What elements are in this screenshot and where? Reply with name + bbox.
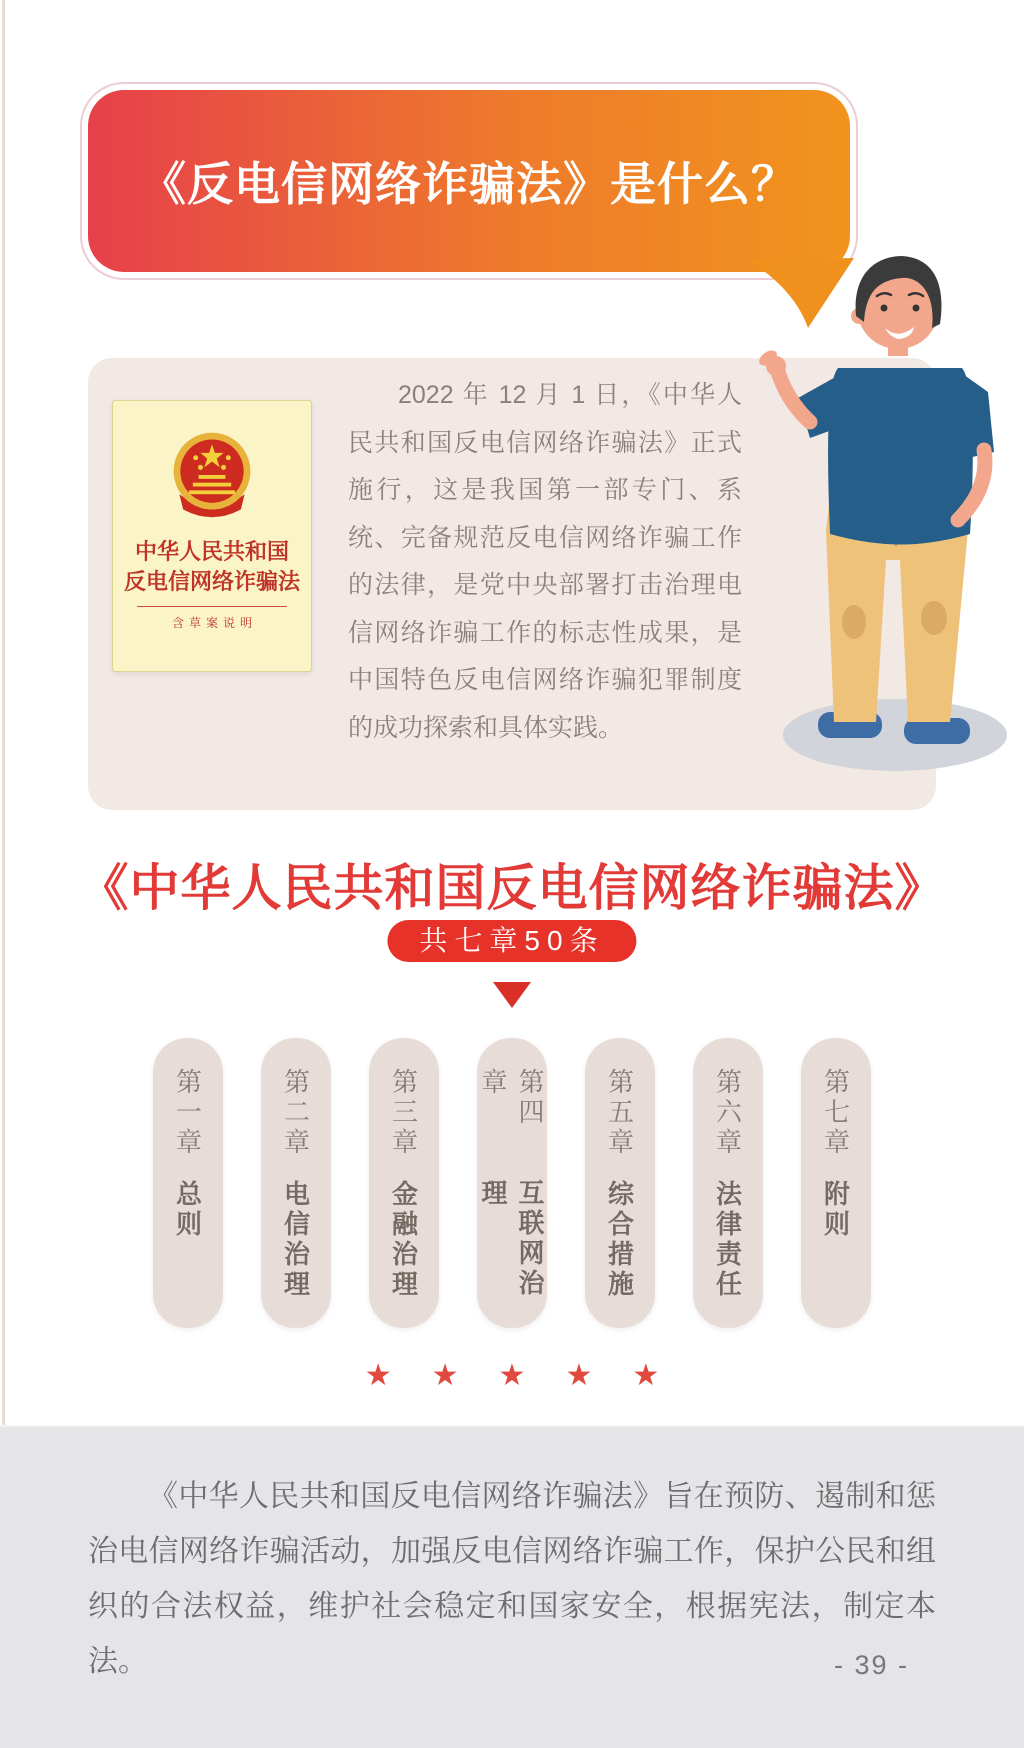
chapter-name: 互联网治理	[478, 1179, 545, 1300]
star-icon: ★	[498, 1359, 526, 1392]
chapter-count-badge: 共七章50条	[387, 920, 636, 962]
chapter-pill-4	[477, 1038, 547, 1328]
chapter-name: 综合措施	[604, 1180, 635, 1300]
star-icon: ★	[632, 1359, 660, 1392]
down-arrow-icon	[493, 982, 531, 1008]
book-title-line1: 中华人民共和国	[134, 539, 289, 564]
chapter-pill-1	[153, 1038, 223, 1328]
chapter-number: 第六章	[712, 1068, 743, 1158]
footer-paragraph: 《中华人民共和国反电信网络诈骗法》旨在预防、遏制和惩治电信网络诈骗活动，加强反电信网络诈骗工作，保护公民和组织的合法权益，维护社会稳定和国家安全，根据宪法，制定本法。	[88, 1480, 936, 1678]
star-icon: ★	[364, 1359, 392, 1392]
page-title: 《反电信网络诈骗法》是什么？	[140, 159, 798, 210]
footer-section	[0, 1425, 1024, 1748]
chapter-number: 第一章	[172, 1068, 203, 1158]
intro-paragraph: 2022 年 12 月 1 日，《中华人民共和国反电信网络诈骗法》正式施行，这是我国第一部专门、系统、完备规范反电信网络诈骗工作的法律，是党中央部署打击治理电信网络诈骗工作的标志性成果，是中国特色反电信网络诈骗犯罪制度的成功探索和具体实践。	[348, 381, 742, 742]
chapter-number: 第三章	[388, 1068, 419, 1158]
page-number: - 39 -	[833, 1650, 909, 1680]
star-row	[0, 1360, 1024, 1392]
chapter-pill-6	[693, 1038, 763, 1328]
star-icon: ★	[431, 1359, 459, 1392]
speech-bubble-tail-icon	[740, 256, 860, 336]
chapter-name: 总则	[172, 1180, 203, 1240]
chapter-number: 第五章	[604, 1068, 635, 1158]
chapter-number: 第七章	[820, 1068, 851, 1158]
book-rule	[137, 606, 287, 607]
book-subtitle: 含草案说明	[171, 616, 257, 630]
chapter-pill-5	[585, 1038, 655, 1328]
law-book-cover	[112, 400, 312, 672]
chapter-number: 第二章	[280, 1068, 311, 1158]
star-icon: ★	[565, 1359, 593, 1392]
chapter-pill-row	[0, 1038, 1024, 1328]
chapter-name: 金融治理	[388, 1180, 419, 1300]
chapter-pill-3	[369, 1038, 439, 1328]
chapter-number: 第四章	[478, 1068, 545, 1128]
law-title: 《中华人民共和国反电信网络诈骗法》	[78, 860, 946, 916]
book-title-line2: 反电信网络诈骗法	[123, 569, 300, 594]
national-emblem-icon	[164, 427, 260, 523]
chapter-name: 电信治理	[280, 1180, 311, 1300]
chapter-pill-2	[261, 1038, 331, 1328]
chapter-name: 法律责任	[712, 1180, 743, 1300]
chapter-name: 附则	[820, 1180, 851, 1240]
chapter-pill-7	[801, 1038, 871, 1328]
